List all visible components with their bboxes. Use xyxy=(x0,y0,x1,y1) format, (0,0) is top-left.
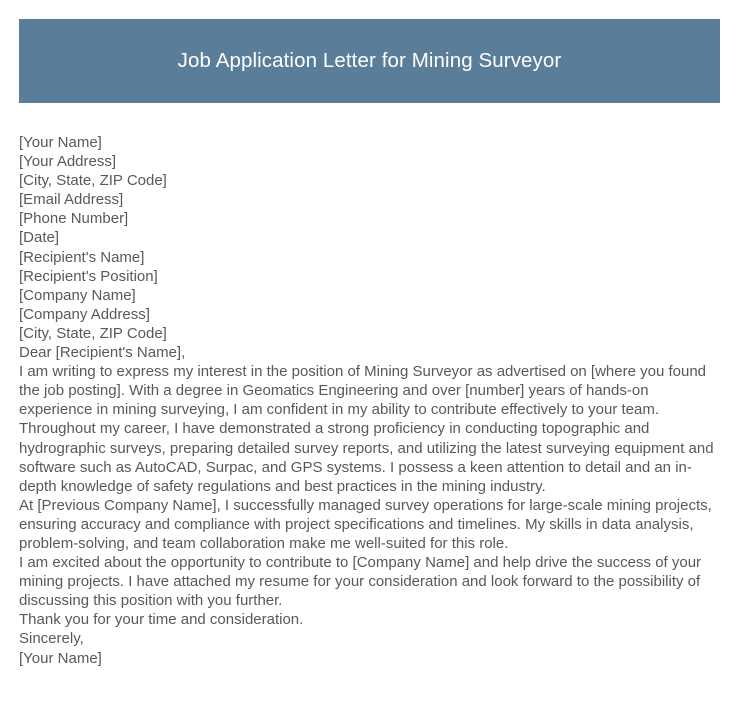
letter-date: [Date] xyxy=(19,229,60,247)
sender-email: [Email Address] xyxy=(19,191,124,209)
recipient-name: [Recipient's Name] xyxy=(19,248,145,266)
body-paragraph-2: Throughout my career, I have demonstrated a strong proficiency in conducting topographic and hydrographic surveys, preparing detailed survey reports, and utilizing the latest surveying equipment and software such as AutoCAD, Surpac, and GPS systems. I possess a keen attention to detail and an in-depth knowledge of safety regulations and best practices in the mining industry. xyxy=(19,420,714,495)
page-title: Job Application Letter for Mining Surveyor xyxy=(177,48,562,72)
body-paragraph-3: At [Previous Company Name], I successfully managed survey operations for large-scale mining projects, ensuring accuracy and compliance with project specifications and timelines. My skills in data analysis, problem-solving, and team collaboration make me well-suited for this role. xyxy=(19,496,712,552)
salutation: Dear [Recipient's Name], xyxy=(19,344,186,362)
recipient-city-state-zip: [City, State, ZIP Code] xyxy=(19,324,167,342)
sender-phone: [Phone Number] xyxy=(19,210,129,228)
letter-body xyxy=(19,133,723,668)
signature-name: [Your Name] xyxy=(19,649,102,667)
document-header-banner xyxy=(19,19,720,103)
closing-salutation: Sincerely, xyxy=(19,630,84,648)
body-paragraph-4: I am excited about the opportunity to contribute to [Company Name] and help drive the success of your mining projects. I have attached my resume for your consideration and look forward to the possibility of discussing this position with you further. xyxy=(19,554,702,610)
body-paragraph-1: I am writing to express my interest in the position of Mining Surveyor as advertised on [where you found the job posting]. With a degree in Geomatics Engineering and over [number] years of hands-on experience in mining surveying, I am confident in my ability to contribute effectively to your team. xyxy=(19,363,707,419)
sender-name: [Your Name] xyxy=(19,134,102,151)
body-paragraph-5: Thank you for your time and consideration. xyxy=(19,611,304,629)
recipient-company-name: [Company Name] xyxy=(19,286,136,304)
recipient-company-address: [Company Address] xyxy=(19,305,150,323)
sender-city-state-zip: [City, State, ZIP Code] xyxy=(19,172,167,190)
sender-address: [Your Address] xyxy=(19,153,117,171)
recipient-position: [Recipient's Position] xyxy=(19,267,158,285)
